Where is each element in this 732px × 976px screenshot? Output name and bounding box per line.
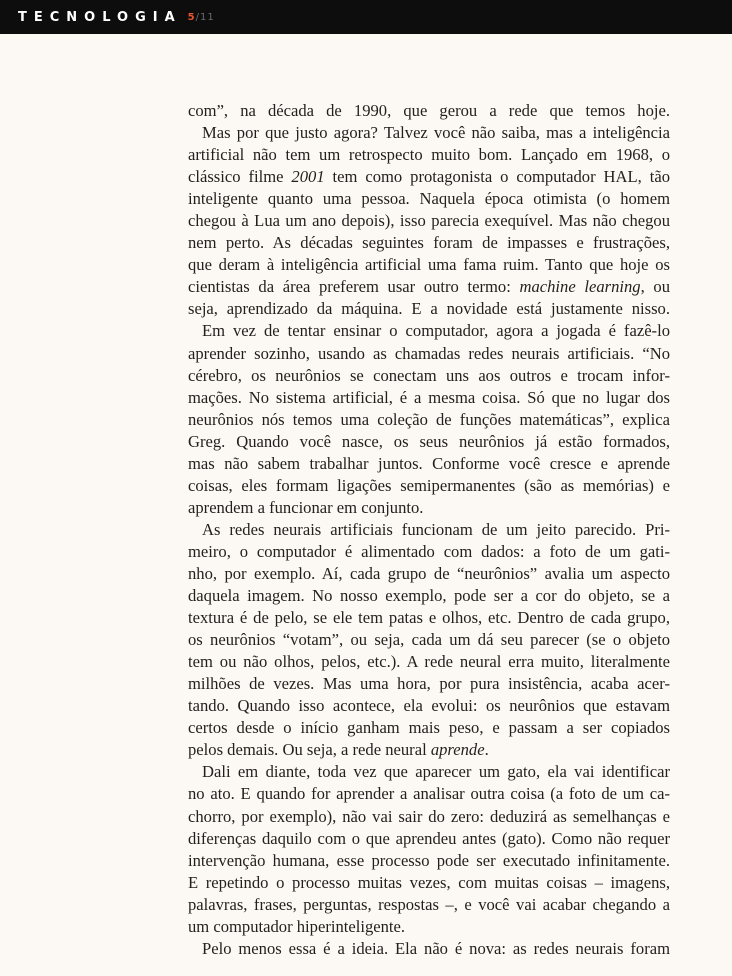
text-line: artificial não tem um retrospecto muito bom. Lançado em 1968, o — [188, 145, 670, 165]
text-line: mas não sabem trabalhar juntos. Conforme você cresce e aprende — [188, 453, 670, 473]
text-line: Greg. Quando você nasce, os seus neurônios já estão formados, — [188, 431, 670, 451]
text-line: palavras, frases, perguntas, respostas –, e você vai acabar chegando a — [188, 894, 670, 914]
page-number — [188, 12, 215, 23]
text-line: chegou à Lua um ano depois), isso parecia exequível. Mas não chegou — [188, 211, 670, 231]
text-line: tando. Quando isso acontece, ela evolui: os neurônios que estavam — [188, 696, 670, 716]
text-line: coisas, eles formam ligações semipermanentes (são as memórias) e — [188, 475, 670, 495]
text-line: diferenças daquilo com o que aprendeu antes (gato). Como não requer — [188, 828, 670, 848]
article-body — [188, 100, 670, 960]
text-line: que deram à inteligência artificial uma fama ruim. Tanto que hoje os — [188, 255, 670, 275]
text-line: clássico filme 2001 tem como protagonista o computador HAL, tão — [188, 167, 670, 187]
text-line: cérebro, os neurônios se conectam uns aos outros e trocam infor- — [188, 365, 670, 385]
text-line: nem perto. As décadas seguintes foram de impasses e frustrações, — [188, 233, 670, 253]
current-page: 5 — [187, 11, 196, 23]
text-line: daquela imagem. No nosso exemplo, pode ser a cor do objeto, se a — [188, 586, 670, 606]
text-line: meiro, o computador é alimentado com dados: a foto de um gati- — [188, 541, 670, 561]
text-line: milhões de vezes. Mas uma hora, por pura insistência, acaba acer- — [188, 674, 670, 694]
text-line: mações. No sistema artificial, é a mesma coisa. Só que no lugar dos — [188, 387, 670, 407]
page-separator: / — [195, 11, 201, 23]
text-line: intervenção humana, esse processo pode ser executado infinitamente. — [188, 850, 670, 870]
text-line: aprender sozinho, usando as chamadas redes neurais artificiais. “No — [188, 343, 670, 363]
text-line: textura é de pelo, se ele tem patas e olhos, etc. Dentro de cada grupo, — [188, 608, 670, 628]
text-line: Em vez de tentar ensinar o computador, agora a jogada é fazê-lo — [202, 321, 670, 341]
text-line: chorro, por exemplo), não vai sair do zero: deduzirá as semelhanças e — [188, 806, 670, 826]
text-line: aprendem a funcionar em conjunto. — [188, 497, 424, 517]
text-line: neurônios nós temos uma coleção de funções matemáticas”, explica — [188, 409, 670, 429]
text-line: tem ou não olhos, pelos, etc.). A rede neural erra muito, literalmente — [188, 652, 670, 672]
text-line: com”, na década de 1990, que gerou a rede que temos hoje. — [188, 101, 670, 120]
text-line: As redes neurais artificiais funcionam de um jeito parecido. Pri- — [202, 519, 670, 539]
section-title: TECNOLOGIA — [18, 9, 182, 25]
text-line: E repetindo o processo muitas vezes, com muitas coisas – imagens, — [188, 872, 670, 892]
text-line: os neurônios “votam”, ou seja, cada um dá seu parecer (se o objeto — [188, 630, 670, 650]
text-line: seja, aprendizado da máquina. E a novidade está justamente nisso. — [188, 299, 670, 319]
text-line: no ato. E quando for aprender a analisar outra coisa (a foto de um ca- — [188, 784, 670, 804]
text-line: Dali em diante, toda vez que aparecer um gato, ela vai identificar — [202, 762, 670, 782]
text-line: nho, por exemplo. Aí, cada grupo de “neurônios” avalia um aspecto — [188, 563, 670, 583]
text-line: Mas por que justo agora? Talvez você não saiba, mas a inteligência — [202, 123, 670, 143]
text-line: pelos demais. Ou seja, a rede neural aprende. — [188, 740, 489, 760]
text-line: um computador hiperinteligente. — [188, 916, 406, 936]
text-line: inteligente quanto uma pessoa. Naquela época otimista (o homem — [188, 189, 670, 209]
page-header — [0, 0, 732, 34]
text-line: cientistas da área preferem usar outro termo: machine learning, ou — [188, 277, 670, 297]
total-pages: 11 — [200, 11, 215, 23]
text-line: certos desde o início ganham mais peso, e passam a ser copiados — [188, 718, 670, 738]
text-line: Pelo menos essa é a ideia. Ela não é nova: as redes neurais foram — [202, 938, 670, 958]
